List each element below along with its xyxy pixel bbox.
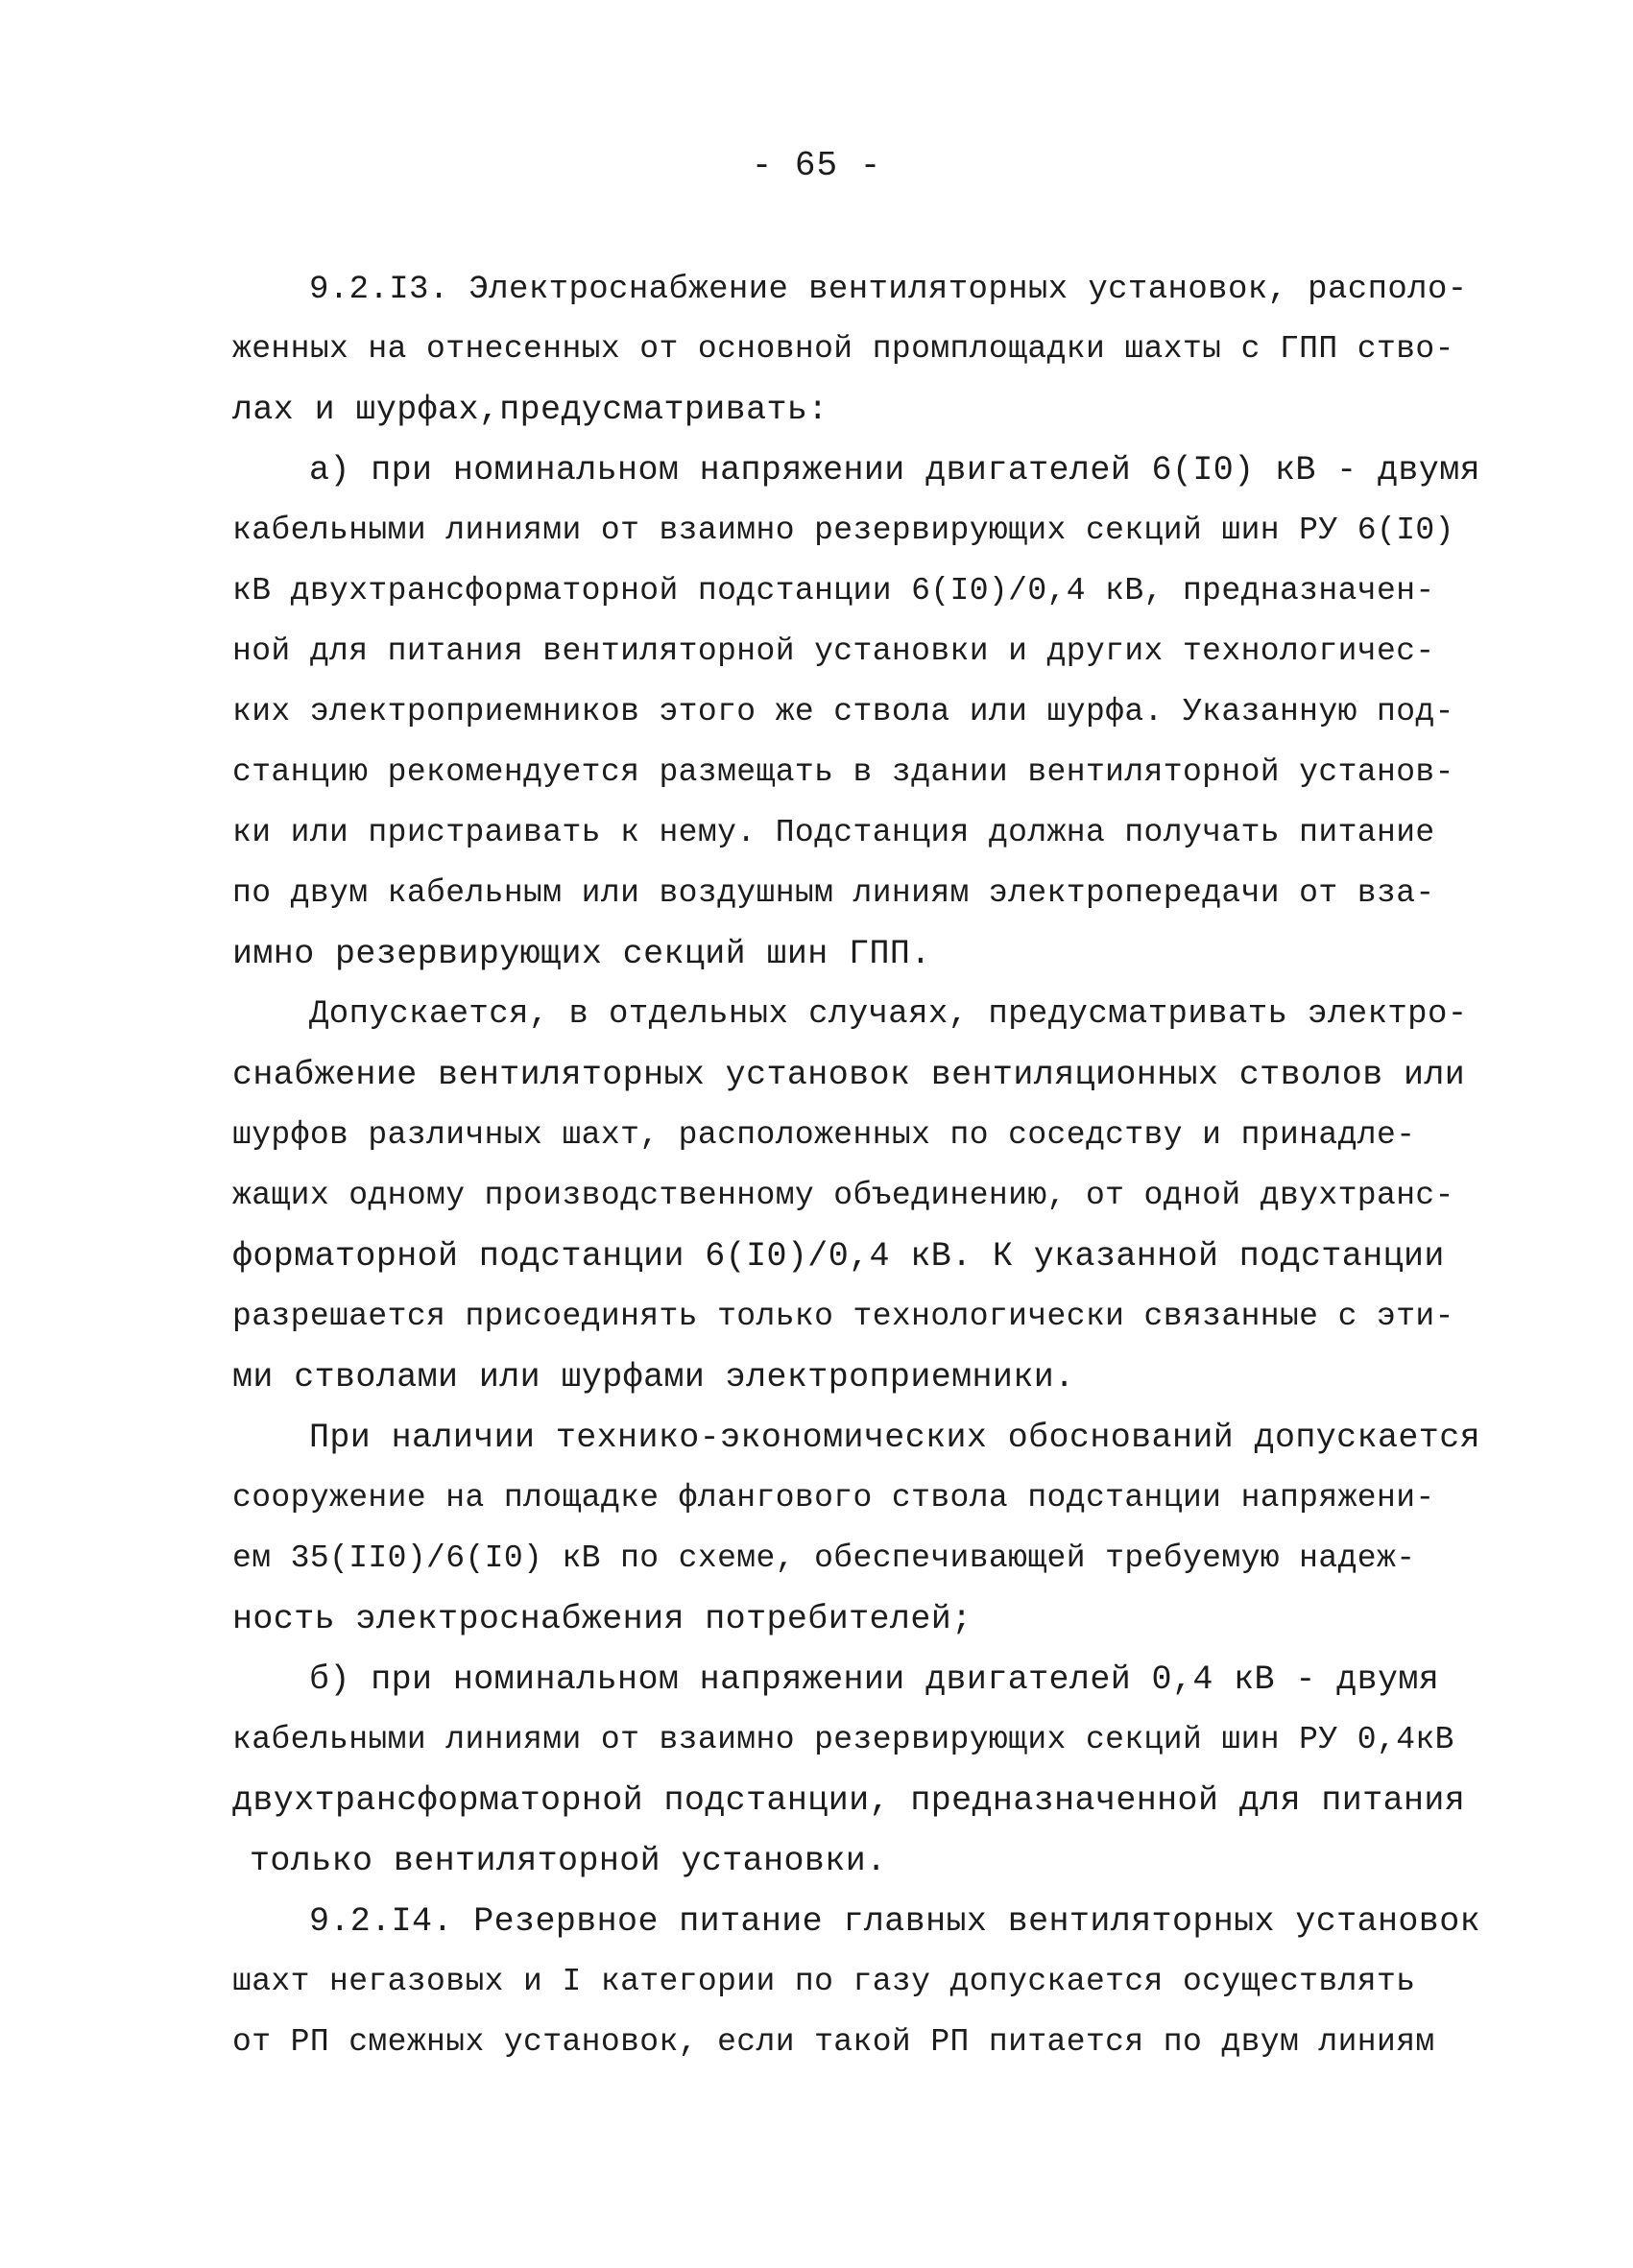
page-number: - 65 -: [751, 146, 882, 185]
text-line: станцию рекомендуется размещать в здании вентиляторной установ-: [232, 754, 1454, 790]
text-line: имно резервирующих секций шин ГПП.: [232, 935, 931, 973]
text-line: сооружение на площадке флангового ствола подстанции напряжени-: [232, 1480, 1435, 1516]
text-line: шахт негазовых и I категории по газу допускается осуществлять: [232, 1964, 1416, 1999]
text-line: а) при номинальном напряжении двигателей 6(I0) кВ - двумя: [309, 451, 1480, 489]
text-line: только вентиляторной установки.: [250, 1842, 887, 1880]
text-line: кабельными линиями от взаимно резервирующих секций шин РУ 6(I0): [232, 513, 1454, 548]
text-line: шурфов различных шахт, расположенных по соседству и принадле-: [232, 1117, 1416, 1153]
text-line: по двум кабельным или воздушным линиям электропередачи от вза-: [232, 875, 1435, 911]
text-line: ми стволами или шурфами электроприемники.: [232, 1358, 1075, 1397]
text-line: 9.2.I4. Резервное питание главных вентиляторных установок: [309, 1902, 1480, 1941]
text-line: ем 35(II0)/6(I0) кВ по схеме, обеспечивающей требуемую надеж-: [232, 1540, 1416, 1576]
text-line: двухтрансформаторной подстанции, предназначенной для питания: [232, 1781, 1466, 1820]
text-line: снабжение вентиляторных установок вентиляционных стволов или: [232, 1056, 1466, 1094]
text-line: кВ двухтрансформаторной подстанции 6(I0)/0,4 кВ, предназначен-: [232, 573, 1435, 609]
text-line: При наличии технико-экономических обоснований допускается: [309, 1419, 1480, 1457]
text-line: женных на отнесенных от основной промплощадки шахты с ГПП ство-: [232, 331, 1454, 367]
text-line: форматорной подстанции 6(I0)/0,4 кВ. К указанной подстанции: [232, 1237, 1445, 1276]
text-line: ких электроприемников этого же ствола или шурфа. Указанную под-: [232, 694, 1454, 729]
text-line: от РП смежных установок, если такой РП питается по двум линиям: [232, 2024, 1435, 2060]
text-line: разрешается присоединять только технологически связанные с эти-: [232, 1299, 1454, 1334]
text-line: лах и шурфах,предусматривать:: [232, 391, 829, 429]
text-line: 9.2.I3. Электроснабжение вентиляторных установок, располо-: [309, 272, 1468, 308]
text-line: жащих одному производственному объединению, от одной двухтранс-: [232, 1178, 1454, 1213]
text-line: ки или пристраивать к нему. Подстанция должна получать питание: [232, 815, 1435, 850]
text-line: б) при номинальном напряжении двигателей 0,4 кВ - двумя: [309, 1660, 1440, 1699]
text-line: Допускается, в отдельных случаях, предусматривать электро-: [309, 996, 1468, 1033]
text-line: ность электроснабжения потребителей;: [232, 1600, 973, 1638]
text-line: ной для питания вентиляторной установки и других технологичес-: [232, 633, 1435, 669]
text-line: кабельными линиями от взаимно резервирующих секций шин РУ 0,4кВ: [232, 1722, 1454, 1757]
